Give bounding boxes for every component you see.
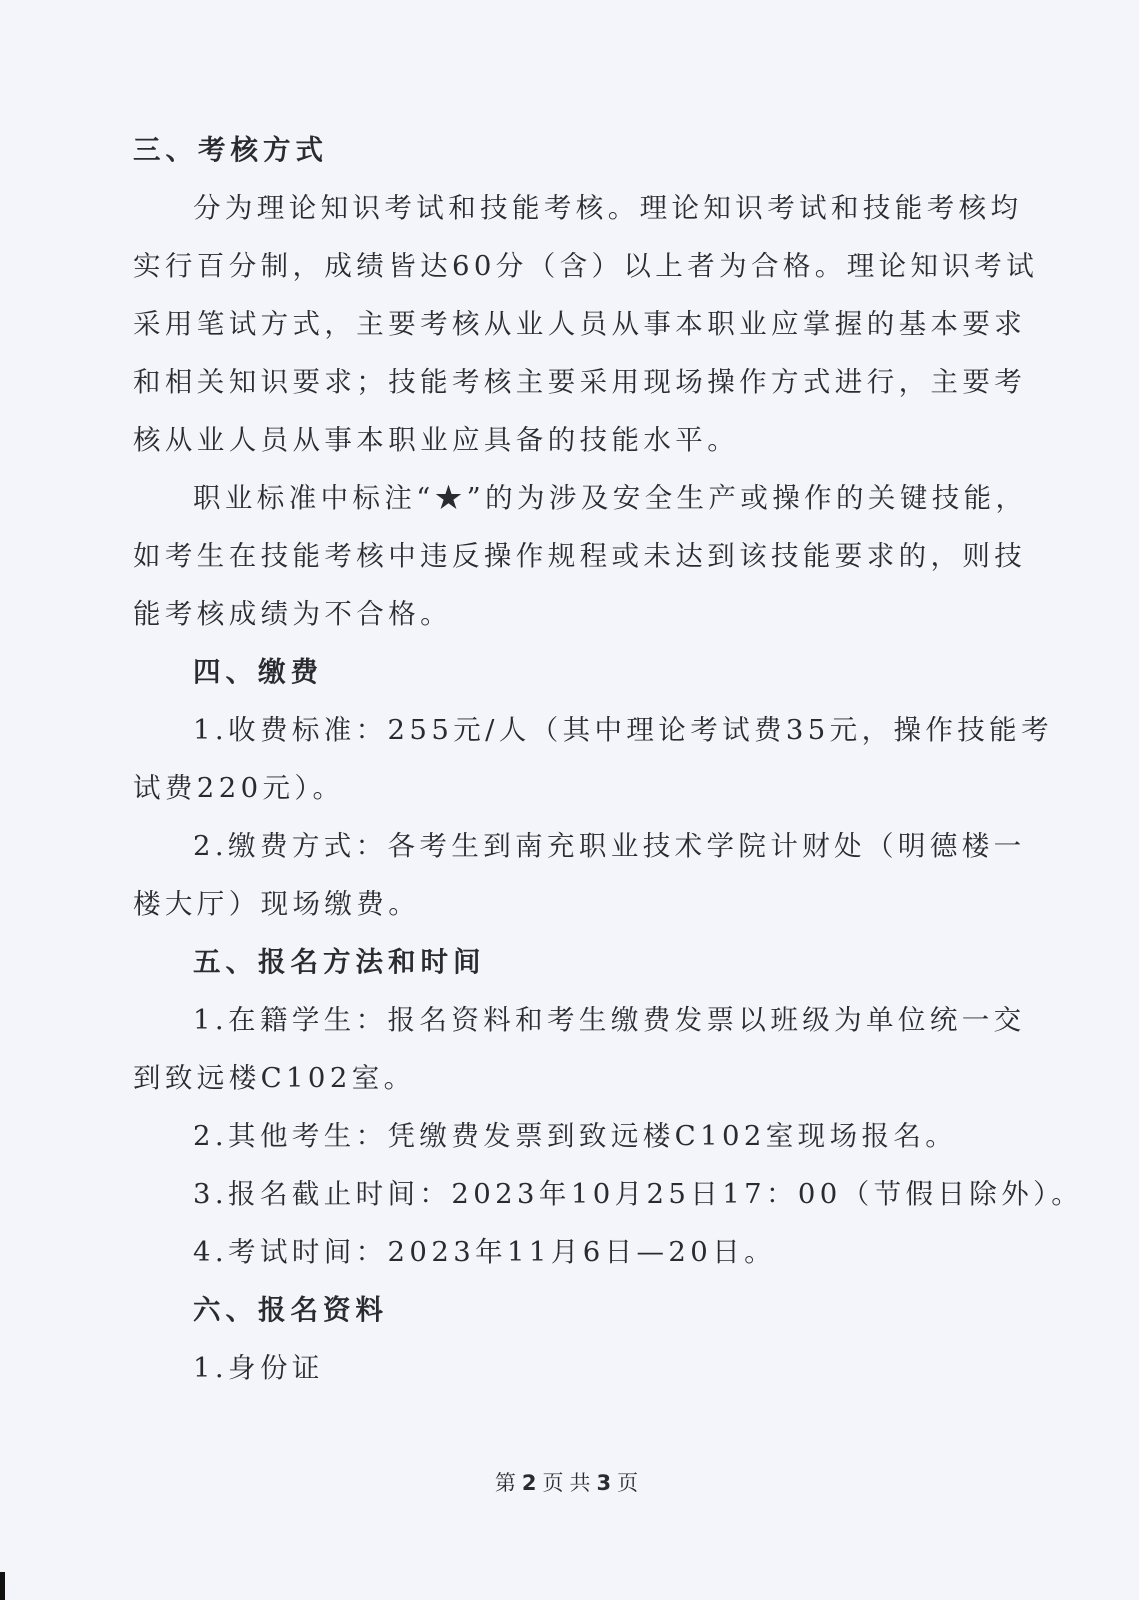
page-number-footer xyxy=(0,1468,1139,1498)
scan-edge-mark xyxy=(0,1572,5,1600)
paragraph-line: 3.报名截止时间：2023年10月25日17：00（节假日除外）。 xyxy=(193,1178,1084,1210)
section-heading-payment: 四、缴费 xyxy=(193,656,323,688)
footer-middle: 页共 xyxy=(542,1471,597,1495)
footer-suffix: 页 xyxy=(617,1471,645,1495)
paragraph-line: 到致远楼C102室。 xyxy=(133,1062,416,1094)
section-heading-assessment-method: 三、考核方式 xyxy=(133,134,328,166)
footer-prefix: 第 xyxy=(494,1471,522,1495)
paragraph-line: 4.考试时间：2023年11月6日—20日。 xyxy=(193,1236,777,1268)
paragraph-line: 和相关知识要求；技能考核主要采用现场操作方式进行，主要考 xyxy=(133,366,1027,398)
paragraph-line: 试费220元）。 xyxy=(133,772,345,804)
paragraph-line: 2.其他考生：凭缴费发票到致远楼C102室现场报名。 xyxy=(193,1120,958,1152)
paragraph-line: 实行百分制，成绩皆达60分（含）以上者为合格。理论知识考试 xyxy=(133,250,1039,282)
paragraph-line: 2.缴费方式：各考生到南充职业技术学院计财处（明德楼一 xyxy=(193,830,1026,862)
section-heading-materials: 六、报名资料 xyxy=(193,1294,388,1326)
section-heading-registration: 五、报名方法和时间 xyxy=(193,946,486,978)
paragraph-line: 采用笔试方式，主要考核从业人员从事本职业应掌握的基本要求 xyxy=(133,308,1027,340)
paragraph-line: 1.在籍学生：报名资料和考生缴费发票以班级为单位统一交 xyxy=(193,1004,1026,1036)
paragraph-line: 1.收费标准：255元/人（其中理论考试费35元，操作技能考 xyxy=(193,714,1053,746)
paragraph-line: 如考生在技能考核中违反操作规程或未达到该技能要求的，则技 xyxy=(133,540,1027,572)
total-pages-number: 3 xyxy=(596,1471,618,1495)
current-page-number: 2 xyxy=(521,1471,543,1495)
paragraph-line: 分为理论知识考试和技能考核。理论知识考试和技能考核均 xyxy=(193,192,1023,224)
paragraph-line: 1.身份证 xyxy=(193,1352,324,1384)
paragraph-line: 能考核成绩为不合格。 xyxy=(133,598,452,630)
paragraph-line: 核从业人员从事本职业应具备的技能水平。 xyxy=(133,424,740,456)
paragraph-line: 职业标准中标注“★”的为涉及安全生产或操作的关键技能， xyxy=(193,482,1028,514)
paragraph-line: 楼大厅）现场缴费。 xyxy=(133,888,421,920)
